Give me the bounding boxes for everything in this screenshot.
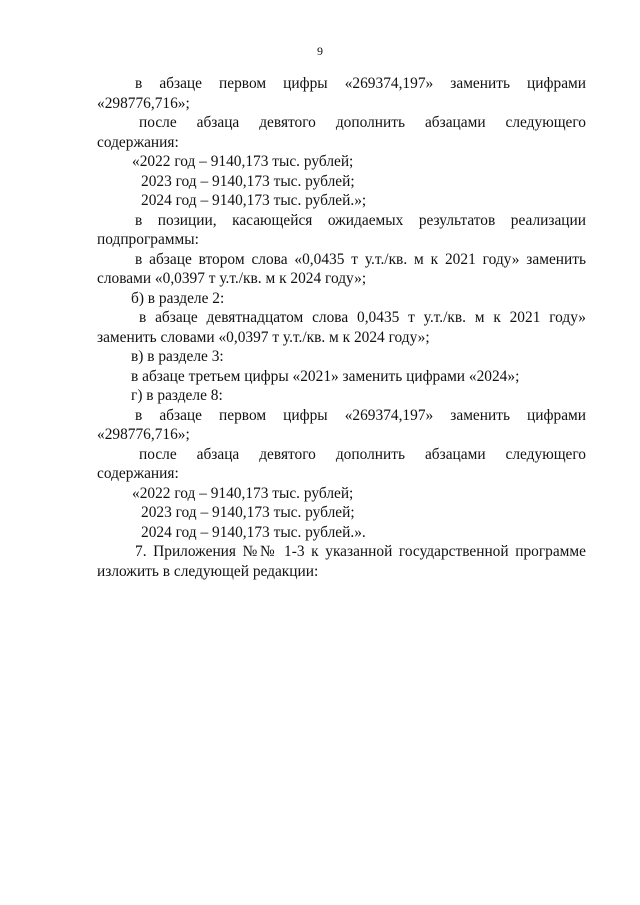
paragraph-line: изложить в следующей редакции:: [97, 562, 319, 580]
paragraph-line: 7. Приложения №№ 1-3 к указанной государственной программе: [135, 543, 586, 560]
section-heading: г) в разделе 8:: [131, 387, 223, 404]
paragraph-line: в абзаце девятнадцатом слова 0,0435 т у.т./кв. м к 2021 году»: [139, 309, 586, 326]
paragraph-line: в абзаце втором слова «0,0435 т у.т./кв. м к 2021 году» заменить: [135, 250, 586, 268]
paragraph-line: в позиции, касающейся ожидаемых результатов реализации: [135, 211, 586, 229]
section-heading: в) в разделе 3:: [131, 348, 224, 365]
document-body: [97, 74, 586, 581]
year-line: 2024 год – 9140,173 тыс. рублей.»;: [141, 192, 367, 209]
paragraph-line: заменить словами «0,0397 т у.т./кв. м к 2024 году»;: [97, 328, 430, 346]
paragraph: после абзаца девятого дополнить абзацами следующего содержания:: [97, 445, 586, 482]
paragraph-line: в абзаце первом цифры «269374,197» заменить цифрами: [135, 406, 586, 424]
paragraph-line: «298776,716»;: [97, 94, 190, 112]
paragraph: в абзаце третьем цифры «2021» заменить цифрами «2024»;: [131, 367, 520, 385]
paragraph-line: подпрограммы:: [97, 231, 199, 248]
section-heading: б) в разделе 2:: [131, 289, 225, 307]
paragraph-line: в абзаце первом цифры «269374,197» заменить цифрами: [135, 75, 586, 92]
year-line: 2023 год – 9140,173 тыс. рублей;: [141, 172, 355, 190]
year-line: 2024 год – 9140,173 тыс. рублей.».: [141, 523, 366, 541]
year-line: 2023 год – 9140,173 тыс. рублей;: [141, 504, 355, 521]
page-number: 9: [317, 44, 323, 58]
paragraph-line: словами «0,0397 т у.т./кв. м к 2024 году»;: [97, 270, 367, 287]
year-line: «2022 год – 9140,173 тыс. рублей;: [132, 153, 354, 170]
paragraph-line: «298776,716»;: [97, 426, 190, 443]
paragraph: после абзаца девятого дополнить абзацами следующего содержания:: [97, 114, 586, 151]
year-line: «2022 год – 9140,173 тыс. рублей;: [132, 484, 354, 502]
